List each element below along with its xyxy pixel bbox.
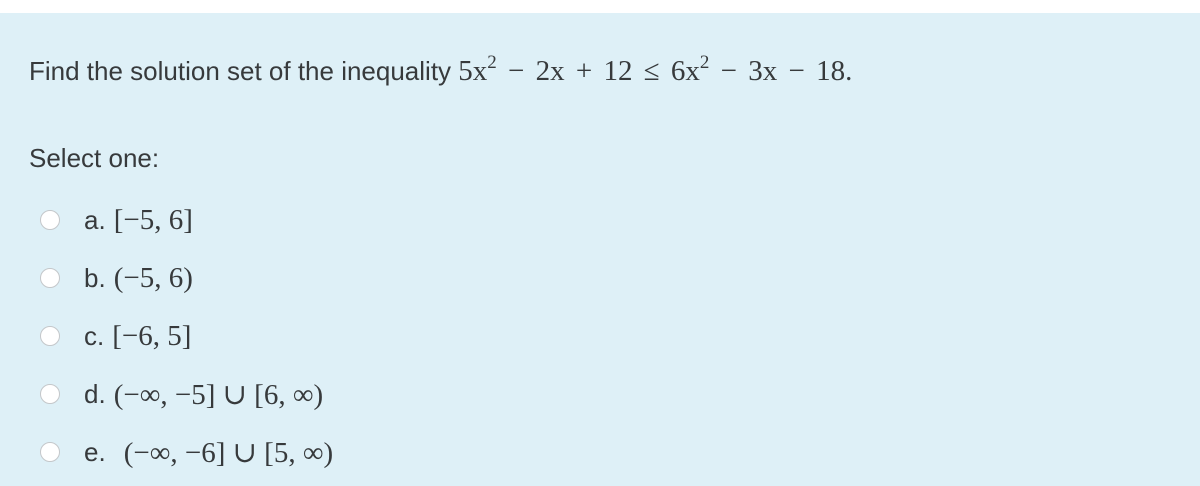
answer-option-b[interactable]: [40, 249, 333, 307]
inequality-expression: [458, 52, 853, 87]
question-text: [29, 52, 853, 88]
lhs-term: 5x: [458, 55, 488, 87]
answer-option-c[interactable]: [40, 307, 333, 365]
option-letter-b: b.: [84, 262, 106, 293]
option-answer-a: [−5, 6]: [113, 203, 193, 236]
option-answer-b: (−5, 6): [113, 261, 193, 294]
answer-options: [40, 191, 333, 481]
answer-option-d[interactable]: [40, 365, 333, 423]
question-panel: [0, 13, 1200, 486]
radio-button-a[interactable]: [40, 210, 60, 230]
option-letter-c: c.: [84, 320, 105, 351]
rhs-term: − 3x − 18.: [709, 55, 853, 87]
radio-button-e[interactable]: [40, 442, 60, 462]
option-answer-e: (−∞, −6] ∪ [5, ∞): [123, 436, 334, 469]
option-answer-d: (−∞, −5] ∪ [6, ∞): [113, 378, 324, 411]
middle-term: − 2x + 12 ≤ 6x: [496, 55, 700, 87]
option-letter-e: e.: [84, 436, 106, 467]
option-letter-a: a.: [84, 204, 106, 235]
option-letter-d: d.: [84, 378, 106, 409]
exponent-1: 2: [487, 52, 497, 73]
question-prefix: Find the solution set of the inequality: [29, 56, 452, 86]
radio-button-d[interactable]: [40, 384, 60, 404]
exponent-2: 2: [699, 52, 710, 73]
answer-option-e[interactable]: [40, 423, 333, 481]
select-prompt: Select one:: [29, 143, 160, 173]
option-answer-c: [−6, 5]: [112, 319, 192, 352]
radio-button-c[interactable]: [40, 326, 60, 346]
radio-button-b[interactable]: [40, 268, 60, 288]
answer-option-a[interactable]: [40, 191, 333, 249]
